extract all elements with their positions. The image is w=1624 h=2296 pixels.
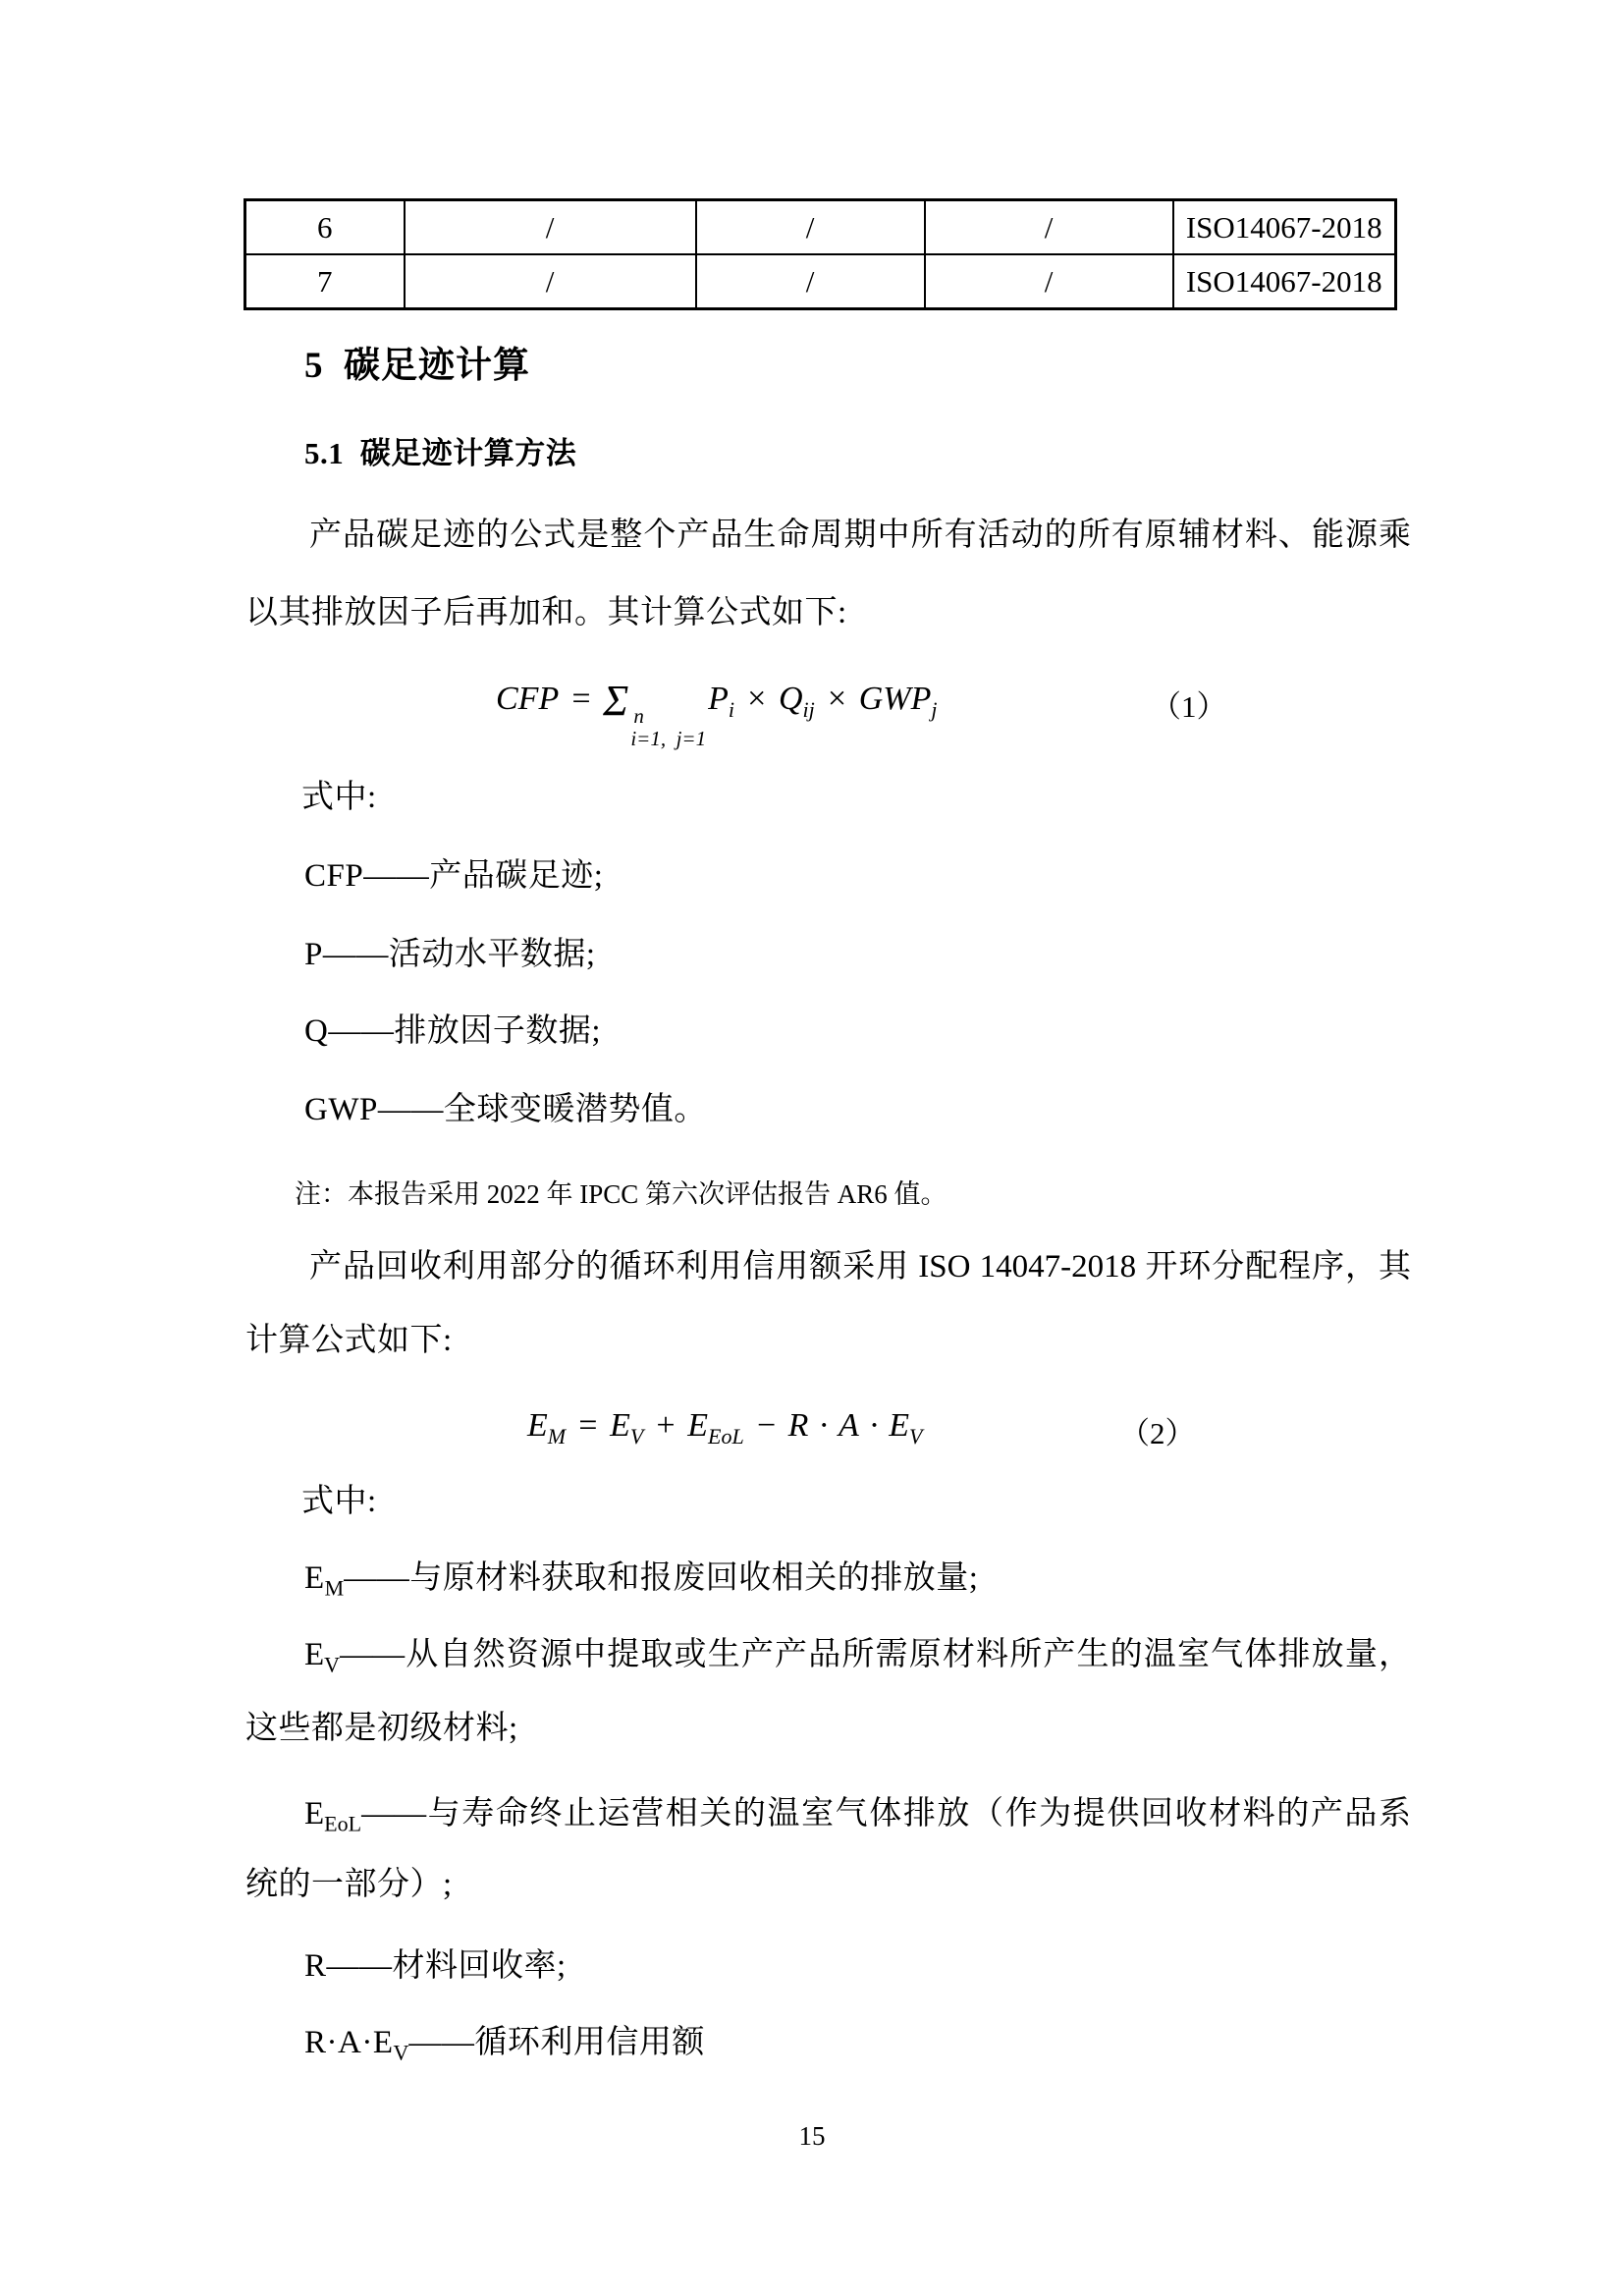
symbol: E — [304, 1637, 325, 1672]
definition-ev-continuation: 这些都是初级材料; — [245, 1711, 518, 1746]
definition-rav — [304, 2025, 705, 2065]
formula-2 — [0, 1403, 1624, 1472]
formula-term: GWP — [858, 681, 932, 717]
formula-term: CFP — [496, 681, 560, 717]
definition-r: R——材料回收率; — [304, 1948, 567, 1984]
table-cell-standard: ISO14067-2018 — [1173, 200, 1396, 255]
plus-sign: + — [654, 1407, 677, 1444]
symbol-subscript: M — [324, 1575, 345, 1601]
formula-2-expression — [527, 1403, 922, 1449]
table-cell: / — [925, 254, 1173, 309]
where-label: 式中: — [301, 780, 377, 815]
table-cell: / — [405, 200, 696, 255]
formula-term: A — [838, 1407, 859, 1444]
symbol: R·A·E — [304, 2025, 394, 2060]
table-cell-standard: ISO14067-2018 — [1173, 254, 1396, 309]
equals-sign: = — [569, 681, 593, 717]
definition-eeol — [304, 1796, 1411, 1836]
definition-ev — [304, 1637, 1411, 1677]
definition-text: ——与原材料获取和报废回收相关的排放量; — [344, 1560, 979, 1596]
minus-sign: − — [754, 1407, 778, 1444]
symbol-subscript: V — [324, 1652, 341, 1677]
definition-em — [304, 1560, 979, 1601]
subsection-heading: 5.1 碳足迹计算方法 — [304, 436, 577, 470]
formula-1 — [0, 677, 1624, 750]
dot-operator: · — [869, 1407, 879, 1444]
reference-standards-table — [244, 198, 1397, 310]
formula-term: R — [787, 1407, 809, 1444]
symbol-subscript: EoL — [324, 1811, 362, 1836]
formula-subscript: i — [728, 696, 734, 722]
dot-operator: · — [819, 1407, 828, 1444]
table-row — [245, 200, 1396, 255]
formula-term: E — [687, 1407, 709, 1444]
paragraph-2-line-1: 产品回收利用部分的循环利用信用额采用 ISO 14047-2018 开环分配程序，其 — [309, 1249, 1411, 1285]
paragraph-1-line-2: 以其排放因子后再加和。其计算公式如下: — [245, 595, 847, 630]
sigma-upper-limit: n — [633, 704, 644, 728]
formula-subscript: M — [547, 1423, 567, 1449]
table-cell: / — [696, 254, 925, 309]
formula-term: E — [610, 1407, 630, 1444]
equation-number: （1） — [1151, 689, 1227, 724]
definition-q: Q——排放因子数据; — [304, 1013, 601, 1049]
table-cell: / — [925, 200, 1173, 255]
formula-term: E — [527, 1407, 548, 1444]
formula-1-expression — [496, 677, 937, 749]
sigma-symbol: Σ — [603, 677, 629, 725]
definition-text: ——循环利用信用额 — [408, 2025, 705, 2060]
multiply-sign: × — [745, 681, 768, 717]
definition-text: ——与寿命终止运营相关的温室气体排放（作为提供回收材料的产品系 — [361, 1796, 1411, 1831]
table-cell: / — [696, 200, 925, 255]
symbol: E — [304, 1796, 325, 1831]
page-number: 15 — [798, 2121, 826, 2151]
formula-subscript: j — [931, 696, 938, 722]
paragraph-2-line-2: 计算公式如下: — [245, 1323, 453, 1358]
sigma-lower-limit: i=1, j=1 — [630, 727, 707, 750]
formula-subscript: EoL — [708, 1423, 744, 1449]
formula-subscript: V — [909, 1423, 923, 1449]
definition-p: P——活动水平数据; — [304, 937, 596, 972]
paragraph-1-line-1: 产品碳足迹的公式是整个产品生命周期中所有活动的所有原辅材料、能源乘 — [309, 518, 1411, 553]
table-cell: / — [405, 254, 696, 309]
section-heading: 5 碳足迹计算 — [304, 346, 530, 386]
formula-term: E — [889, 1407, 910, 1444]
sigma-limits — [630, 706, 706, 749]
table-row — [245, 254, 1396, 309]
formula-term: P — [708, 681, 729, 717]
symbol: E — [304, 1560, 325, 1596]
equation-number: （2） — [1119, 1416, 1196, 1450]
definition-cfp: CFP——产品碳足迹; — [304, 858, 604, 894]
multiply-sign: × — [825, 681, 848, 717]
where-label: 式中: — [301, 1484, 377, 1519]
equals-sign: = — [576, 1407, 600, 1444]
note-text: 注：本报告采用 2022 年 IPCC 第六次评估报告 AR6 值。 — [295, 1179, 947, 1209]
definition-gwp: GWP——全球变暖潜势值。 — [304, 1092, 707, 1127]
table-cell-index: 7 — [245, 254, 405, 309]
symbol-subscript: V — [393, 2040, 409, 2065]
formula-subscript: V — [629, 1423, 644, 1449]
formula-subscript: ij — [802, 696, 815, 722]
formula-term: Q — [778, 681, 803, 717]
definition-text: ——从自然资源中提取或生产产品所需原材料所产生的温室气体排放量， — [340, 1637, 1411, 1672]
table-cell-index: 6 — [245, 200, 405, 255]
definition-eeol-continuation: 统的一部分）; — [245, 1867, 453, 1902]
